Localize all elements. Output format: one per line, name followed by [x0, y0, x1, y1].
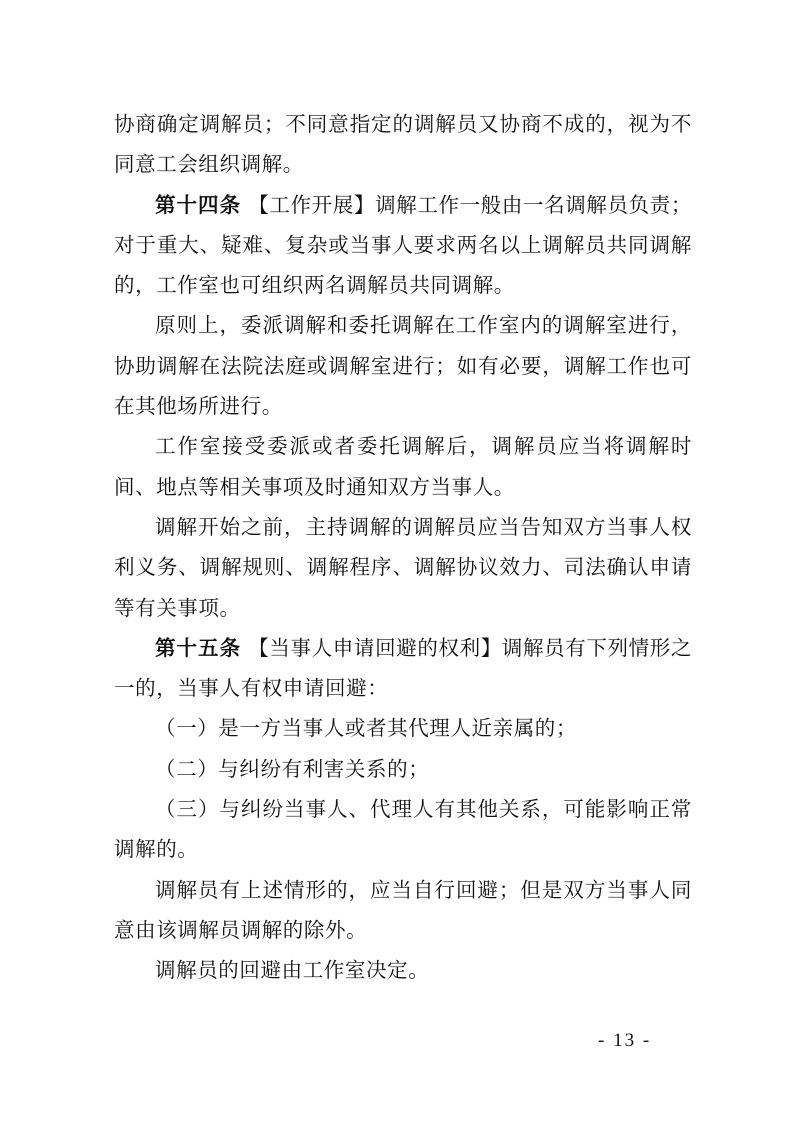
- paragraph-text: 调解员有下列情形之一的，当事人有权申请回避：: [114, 635, 693, 701]
- paragraph-text: 调解员的回避由工作室决定。: [155, 958, 430, 983]
- paragraph-text: 协商确定调解员；不同意指定的调解员又协商不成的，视为不同意工会组织调解。: [114, 112, 692, 177]
- list-item: [114, 789, 692, 870]
- paragraph-text: 原则上，委派调解和委托调解在工作室内的调解室进行，协助调解在法院法庭或调解室进行；如有必要，调解工作也可在其他场所进行。: [114, 313, 692, 419]
- document-body: [114, 104, 692, 991]
- page-number: - 13 -: [598, 1030, 652, 1051]
- list-item-text: （三）与纠纷当事人、代理人有其他关系，可能影响正常调解的。: [114, 797, 692, 862]
- list-item-text: （一）是一方当事人或者其代理人近亲属的；: [155, 716, 577, 741]
- paragraph-principle: [114, 305, 692, 426]
- article-number: 第十四条: [155, 192, 242, 217]
- list-item: [114, 708, 692, 748]
- paragraph-continuation: [114, 104, 692, 185]
- paragraph-self-recusal: [114, 870, 692, 951]
- paragraph-text: 调解开始之前，主持调解的调解员应当告知双方当事人权利义务、调解规则、调解程序、调解协议效力、司法确认申请等有关事项。: [114, 514, 692, 620]
- list-item: [114, 749, 692, 789]
- article-title: 【工作开展】: [248, 192, 376, 217]
- list-item-text: （二）与纠纷有利害关系的；: [155, 756, 430, 781]
- paragraph-notify: [114, 426, 692, 507]
- paragraph-inform: [114, 507, 692, 628]
- article-number: 第十五条: [155, 635, 242, 660]
- paragraph-text: 调解员有上述情形的，应当自行回避；但是双方当事人同意由该调解员调解的除外。: [114, 877, 692, 942]
- article-title: 【当事人申请回避的权利】: [248, 635, 502, 660]
- paragraph-text: 工作室接受委派或者委托调解后，调解员应当将调解时间、地点等相关事项及时通知双方当事人。: [114, 434, 692, 499]
- paragraph-text: 调解工作一般由一名调解员负责；对于重大、疑难、复杂或当事人要求两名以上调解员共同调解的，工作室也可组织两名调解员共同调解。: [114, 192, 693, 298]
- article-14-paragraph: [114, 185, 692, 306]
- article-15-paragraph: [114, 628, 692, 709]
- paragraph-decision: [114, 950, 692, 990]
